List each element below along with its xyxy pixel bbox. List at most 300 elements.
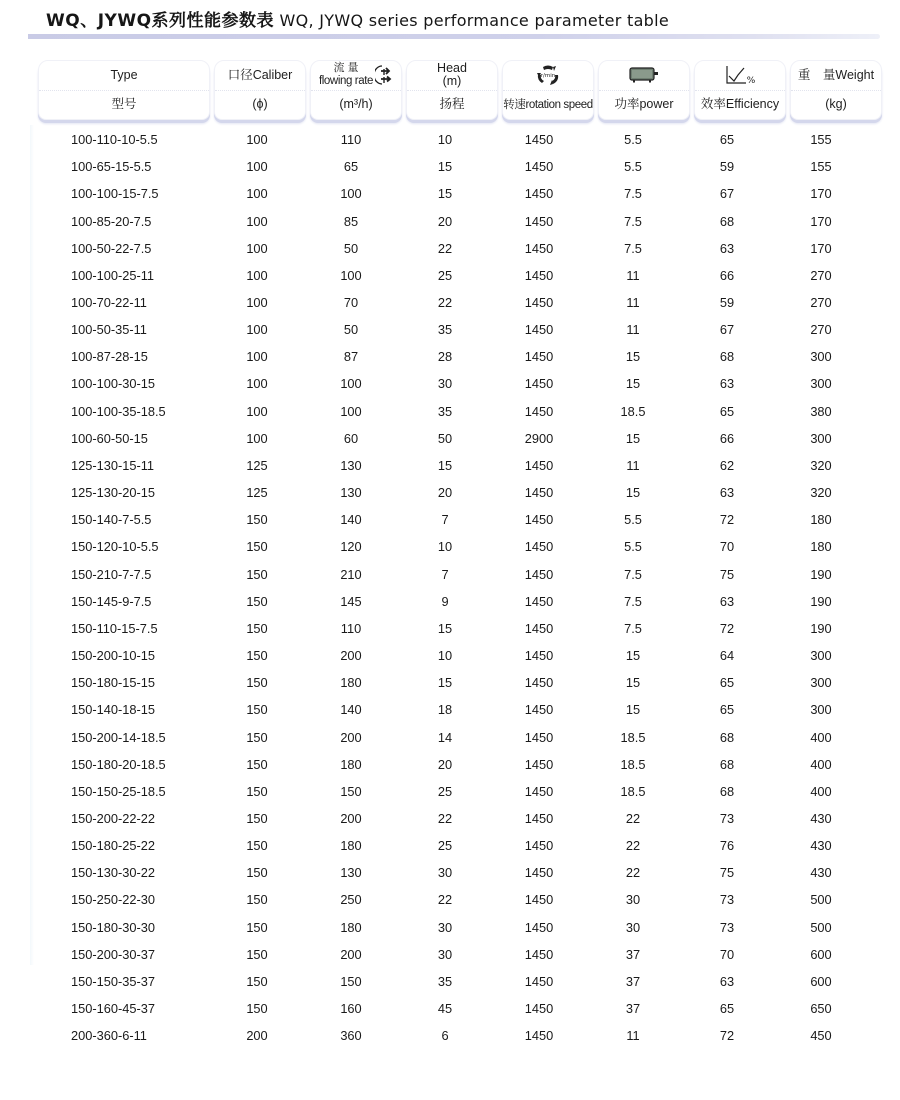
- cell-rotation-speed: 1450: [524, 838, 554, 854]
- cell-weight: 430: [810, 838, 832, 854]
- cell-caliber: 150: [246, 865, 268, 881]
- cell-efficiency: 64: [719, 648, 735, 664]
- cell-flow: 180: [340, 838, 362, 854]
- cell-weight: 155: [810, 132, 832, 148]
- cell-head: 50: [437, 430, 453, 446]
- cell-rotation-speed: 1450: [524, 186, 554, 202]
- cell-power: 11: [626, 295, 640, 311]
- cell-weight: 600: [810, 973, 832, 989]
- cell-rotation-speed: 1450: [524, 1028, 554, 1044]
- cell-power: 15: [625, 648, 641, 664]
- header-head-label: Head: [437, 61, 467, 76]
- header-efficiency-label: 效率Efficiency: [700, 97, 780, 112]
- cell-power: 37: [625, 946, 641, 962]
- cell-type: 200-360-6-11: [71, 1028, 147, 1044]
- cell-efficiency: 68: [719, 783, 735, 799]
- cell-weight: 270: [810, 267, 832, 283]
- cell-weight: 190: [810, 620, 832, 636]
- cell-efficiency: 65: [719, 702, 735, 718]
- table-row: [38, 832, 866, 859]
- cell-flow: 87: [343, 349, 359, 365]
- cell-type: 150-200-14-18.5: [71, 729, 166, 745]
- cell-efficiency: 68: [719, 213, 735, 229]
- cell-flow: 100: [340, 267, 362, 283]
- cell-weight: 650: [810, 1001, 832, 1017]
- cell-flow: 50: [343, 322, 359, 338]
- table-row: [38, 669, 866, 696]
- cell-weight: 500: [810, 892, 832, 908]
- cell-weight: 320: [810, 485, 832, 501]
- cell-caliber: 150: [246, 593, 268, 609]
- table-row: [38, 289, 866, 316]
- table-row: [38, 615, 866, 642]
- cell-rotation-speed: 1450: [524, 457, 554, 473]
- cell-flow: 200: [340, 810, 362, 826]
- cell-flow: 100: [340, 403, 362, 419]
- cell-head: 22: [437, 892, 453, 908]
- cell-efficiency: 65: [719, 1001, 735, 1017]
- cell-power: 5.5: [624, 159, 642, 175]
- cell-flow: 140: [340, 702, 362, 718]
- cell-caliber: 100: [246, 159, 268, 175]
- cell-caliber: 100: [246, 295, 268, 311]
- cell-caliber: 150: [246, 783, 268, 799]
- cell-power: 7.5: [624, 186, 642, 202]
- cell-efficiency: 75: [719, 865, 735, 881]
- cell-flow: 200: [340, 946, 362, 962]
- cell-rotation-speed: 1450: [524, 132, 554, 148]
- cell-type: 100-87-28-15: [71, 349, 148, 365]
- cell-head: 22: [437, 295, 453, 311]
- cell-efficiency: 73: [719, 810, 735, 826]
- cell-flow: 180: [340, 756, 362, 772]
- cell-efficiency: 66: [719, 430, 735, 446]
- cell-power: 15: [625, 675, 641, 691]
- cell-type: 100-50-35-11: [71, 322, 147, 338]
- cell-type: 150-120-10-5.5: [71, 539, 159, 555]
- cell-power: 7.5: [624, 593, 642, 609]
- cell-power: 37: [625, 1001, 641, 1017]
- cell-rotation-speed: 1450: [524, 485, 554, 501]
- cell-head: 20: [437, 485, 453, 501]
- cell-rotation-speed: 1450: [524, 783, 554, 799]
- cell-efficiency: 63: [719, 973, 735, 989]
- header-flow-unit: (m³/h): [339, 97, 373, 112]
- cell-head: 30: [437, 919, 453, 935]
- cell-head: 35: [437, 322, 453, 338]
- cell-weight: 300: [810, 430, 832, 446]
- cell-weight: 270: [810, 295, 832, 311]
- cell-caliber: 100: [246, 240, 268, 256]
- cell-type: 125-130-15-11: [71, 457, 155, 473]
- motor-icon: [629, 67, 659, 83]
- header-weight-label: 重 量Weight: [791, 61, 881, 91]
- table-row: [38, 343, 866, 370]
- cell-rotation-speed: 1450: [524, 648, 554, 664]
- cell-caliber: 150: [246, 973, 268, 989]
- table-row: [38, 180, 866, 207]
- cell-weight: 400: [810, 756, 832, 772]
- table-row: [38, 153, 866, 180]
- cell-efficiency: 66: [719, 267, 735, 283]
- cell-caliber: 150: [246, 702, 268, 718]
- cell-efficiency: 72: [719, 512, 735, 528]
- cell-head: 22: [437, 810, 453, 826]
- cell-efficiency: 73: [719, 892, 735, 908]
- cell-head: 10: [437, 132, 453, 148]
- cell-efficiency: 65: [719, 675, 735, 691]
- cell-head: 15: [437, 620, 453, 636]
- cell-flow: 150: [340, 783, 362, 799]
- cell-weight: 190: [810, 593, 832, 609]
- efficiency-graph-icon: [724, 64, 756, 86]
- cell-head: 15: [437, 675, 453, 691]
- cell-head: 10: [437, 539, 453, 555]
- cell-rotation-speed: 1450: [524, 620, 554, 636]
- page-title: [28, 8, 880, 34]
- table-row: [38, 968, 866, 995]
- cell-efficiency: 62: [719, 457, 735, 473]
- cell-power: 11: [626, 267, 640, 283]
- header-rotation-speed-label: 转速rotation speed: [503, 98, 593, 111]
- cell-head: 35: [437, 973, 453, 989]
- cell-weight: 300: [810, 648, 832, 664]
- header-rotation-speed: [502, 60, 594, 120]
- cell-type: 100-100-15-7.5: [71, 186, 159, 202]
- cell-caliber: 150: [246, 648, 268, 664]
- cell-rotation-speed: 1450: [524, 349, 554, 365]
- cell-power: 11: [626, 1028, 640, 1044]
- cell-caliber: 150: [246, 512, 268, 528]
- cell-rotation-speed: 1450: [524, 376, 554, 392]
- cell-power: 22: [625, 810, 641, 826]
- cell-flow: 65: [343, 159, 359, 175]
- table-row: [38, 723, 866, 750]
- cell-type: 150-200-30-37: [71, 946, 155, 962]
- efficiency-icon-label: %: [746, 76, 756, 87]
- cell-power: 5.5: [624, 512, 642, 528]
- cell-rotation-speed: 1450: [524, 702, 554, 718]
- cell-power: 18.5: [620, 756, 646, 772]
- cell-rotation-speed: 1450: [524, 1001, 554, 1017]
- cell-efficiency: 70: [719, 539, 735, 555]
- rotation-arrows-icon: [535, 64, 561, 86]
- cell-weight: 450: [810, 1028, 832, 1044]
- rpm-icon-label: r/min: [540, 73, 556, 80]
- table-row: [38, 941, 866, 968]
- cell-flow: 130: [340, 865, 362, 881]
- table-row: [38, 452, 866, 479]
- cell-type: 100-60-50-15: [71, 430, 148, 446]
- page-title-block: [28, 8, 880, 39]
- cell-head: 30: [437, 865, 453, 881]
- cell-caliber: 100: [246, 267, 268, 283]
- cell-caliber: 150: [246, 620, 268, 636]
- cell-type: 150-200-22-22: [71, 810, 155, 826]
- table-row: [38, 561, 866, 588]
- cell-caliber: 125: [246, 485, 268, 501]
- cell-type: 100-85-20-7.5: [71, 213, 152, 229]
- cell-type: 150-210-7-7.5: [71, 566, 152, 582]
- cell-caliber: 150: [246, 892, 268, 908]
- cell-caliber: 200: [246, 1028, 268, 1044]
- cell-power: 5.5: [624, 132, 642, 148]
- title-underline-bar: [28, 34, 880, 39]
- header-type-label-cn: 型号: [111, 97, 137, 112]
- cell-type: 100-50-22-7.5: [71, 240, 152, 256]
- cell-head: 28: [437, 349, 453, 365]
- table-row: [38, 533, 866, 560]
- cell-power: 15: [625, 430, 641, 446]
- cell-head: 20: [437, 756, 453, 772]
- cell-caliber: 150: [246, 1001, 268, 1017]
- cell-flow: 145: [340, 593, 362, 609]
- table-row: [38, 316, 866, 343]
- table-row: [38, 425, 866, 452]
- table-row: [38, 235, 866, 262]
- cell-weight: 180: [810, 512, 832, 528]
- table-row: [38, 588, 866, 615]
- cell-rotation-speed: 2900: [524, 430, 554, 446]
- cell-rotation-speed: 1450: [524, 403, 554, 419]
- cell-caliber: 100: [246, 213, 268, 229]
- cell-power: 5.5: [624, 539, 642, 555]
- table-row: [38, 506, 866, 533]
- cell-rotation-speed: 1450: [524, 919, 554, 935]
- cell-weight: 400: [810, 729, 832, 745]
- header-power: [598, 60, 690, 120]
- cell-efficiency: 59: [719, 295, 735, 311]
- cell-rotation-speed: 1450: [524, 322, 554, 338]
- cell-flow: 85: [343, 213, 359, 229]
- cell-type: 150-180-20-18.5: [71, 756, 166, 772]
- cell-head: 7: [441, 512, 449, 528]
- cell-type: 100-110-10-5.5: [71, 132, 158, 148]
- cell-head: 15: [437, 186, 453, 202]
- cell-head: 20: [437, 213, 453, 229]
- cell-rotation-speed: 1450: [524, 892, 554, 908]
- cell-caliber: 150: [246, 675, 268, 691]
- cell-head: 30: [437, 376, 453, 392]
- cell-flow: 110: [340, 620, 362, 636]
- header-type: [38, 60, 210, 120]
- cell-caliber: 150: [246, 810, 268, 826]
- cell-type: 150-150-25-18.5: [71, 783, 166, 799]
- cell-type: 125-130-20-15: [71, 485, 155, 501]
- cell-rotation-speed: 1450: [524, 756, 554, 772]
- cell-head: 15: [437, 159, 453, 175]
- table-row: [38, 370, 866, 397]
- cell-power: 15: [625, 485, 641, 501]
- cell-efficiency: 63: [719, 240, 735, 256]
- cell-head: 25: [437, 783, 453, 799]
- cell-caliber: 100: [246, 430, 268, 446]
- cell-flow: 200: [340, 648, 362, 664]
- cell-caliber: 150: [246, 946, 268, 962]
- cell-efficiency: 63: [719, 593, 735, 609]
- title-english: WQ, JYWQ series performance parameter table: [279, 11, 670, 30]
- cell-caliber: 100: [246, 376, 268, 392]
- cell-rotation-speed: 1450: [524, 973, 554, 989]
- cell-head: 7: [441, 566, 449, 582]
- cell-type: 150-160-45-37: [71, 1001, 155, 1017]
- cell-weight: 300: [810, 349, 832, 365]
- cell-weight: 600: [810, 946, 832, 962]
- cell-power: 7.5: [624, 240, 642, 256]
- cell-weight: 300: [810, 675, 832, 691]
- cell-power: 15: [625, 702, 641, 718]
- cell-weight: 170: [810, 240, 832, 256]
- table-row: [38, 479, 866, 506]
- cell-rotation-speed: 1450: [524, 539, 554, 555]
- cell-rotation-speed: 1450: [524, 810, 554, 826]
- cell-efficiency: 63: [719, 376, 735, 392]
- cell-rotation-speed: 1450: [524, 213, 554, 229]
- cell-caliber: 150: [246, 756, 268, 772]
- table-row: [38, 696, 866, 723]
- cell-flow: 130: [340, 457, 362, 473]
- cell-rotation-speed: 1450: [524, 566, 554, 582]
- cell-head: 35: [437, 403, 453, 419]
- cell-head: 10: [437, 648, 453, 664]
- cell-efficiency: 70: [719, 946, 735, 962]
- cell-rotation-speed: 1450: [524, 267, 554, 283]
- cell-efficiency: 67: [719, 322, 735, 338]
- table-row: [38, 126, 866, 153]
- cell-weight: 170: [810, 186, 832, 202]
- cell-power: 30: [625, 892, 641, 908]
- cell-caliber: 150: [246, 838, 268, 854]
- cell-type: 150-150-35-37: [71, 973, 155, 989]
- table-row: [38, 751, 866, 778]
- table-row: [38, 995, 866, 1022]
- header-flow: [310, 60, 402, 120]
- cell-weight: 430: [810, 865, 832, 881]
- cell-efficiency: 65: [719, 403, 735, 419]
- cell-flow: 110: [340, 132, 362, 148]
- cell-power: 37: [625, 973, 641, 989]
- cell-flow: 210: [340, 566, 362, 582]
- cell-rotation-speed: 1450: [524, 675, 554, 691]
- title-chinese: WQ、JYWQ系列性能参数表: [46, 11, 275, 31]
- cell-caliber: 150: [246, 566, 268, 582]
- cell-rotation-speed: 1450: [524, 240, 554, 256]
- cell-head: 9: [441, 593, 449, 609]
- header-weight: [790, 60, 882, 120]
- cell-weight: 190: [810, 566, 832, 582]
- page-edge-shade: [30, 125, 34, 965]
- cell-flow: 180: [340, 919, 362, 935]
- cell-power: 18.5: [620, 403, 646, 419]
- cell-flow: 140: [340, 512, 362, 528]
- cell-caliber: 150: [246, 729, 268, 745]
- cell-power: 7.5: [624, 213, 642, 229]
- header-efficiency: [694, 60, 786, 120]
- cell-power: 15: [625, 376, 641, 392]
- cell-efficiency: 68: [719, 349, 735, 365]
- cell-weight: 270: [810, 322, 832, 338]
- cell-type: 100-100-30-15: [71, 376, 155, 392]
- cell-weight: 155: [810, 159, 832, 175]
- cell-weight: 180: [810, 539, 832, 555]
- cell-weight: 380: [810, 403, 832, 419]
- header-caliber-label: 口径Caliber: [215, 61, 305, 91]
- header-head-label-cn: 扬程: [439, 97, 465, 112]
- cell-type: 150-200-10-15: [71, 648, 155, 664]
- cell-flow: 130: [340, 485, 362, 501]
- cell-type: 150-180-15-15: [71, 675, 155, 691]
- header-weight-unit: (kg): [825, 97, 847, 112]
- cell-type: 150-140-7-5.5: [71, 512, 152, 528]
- cell-efficiency: 73: [719, 919, 735, 935]
- cell-flow: 120: [340, 539, 362, 555]
- cell-type: 100-100-35-18.5: [71, 403, 166, 419]
- table-body: [38, 126, 866, 1049]
- cell-head: 14: [437, 729, 453, 745]
- table-row: [38, 886, 866, 913]
- cell-weight: 300: [810, 702, 832, 718]
- cell-efficiency: 65: [719, 132, 735, 148]
- table-row: [38, 642, 866, 669]
- cell-flow: 70: [343, 295, 359, 311]
- cell-power: 11: [626, 457, 640, 473]
- cell-flow: 160: [340, 1001, 362, 1017]
- cell-power: 30: [625, 919, 641, 935]
- cell-efficiency: 68: [719, 756, 735, 772]
- cell-head: 25: [437, 838, 453, 854]
- header-caliber-unit: (ϕ): [252, 97, 268, 112]
- cell-efficiency: 59: [719, 159, 735, 175]
- cell-rotation-speed: 1450: [524, 512, 554, 528]
- table-row: [38, 859, 866, 886]
- cell-head: 45: [437, 1001, 453, 1017]
- cell-flow: 180: [340, 675, 362, 691]
- header-power-label: 功率power: [614, 97, 674, 112]
- cell-flow: 200: [340, 729, 362, 745]
- cell-power: 7.5: [624, 620, 642, 636]
- cell-type: 100-100-25-11: [71, 267, 155, 283]
- cell-weight: 500: [810, 919, 832, 935]
- cell-type: 150-140-18-15: [71, 702, 155, 718]
- cell-rotation-speed: 1450: [524, 946, 554, 962]
- cell-weight: 430: [810, 810, 832, 826]
- table-row: [38, 398, 866, 425]
- cell-flow: 100: [340, 376, 362, 392]
- header-flow-label: flowing rate: [318, 74, 373, 87]
- table-row: [38, 914, 866, 941]
- cell-power: 11: [626, 322, 640, 338]
- cell-weight: 300: [810, 376, 832, 392]
- cell-caliber: 150: [246, 919, 268, 935]
- cell-type: 100-70-22-11: [71, 295, 147, 311]
- table-row: [38, 207, 866, 234]
- cell-flow: 50: [343, 240, 359, 256]
- cell-caliber: 100: [246, 349, 268, 365]
- cell-rotation-speed: 1450: [524, 865, 554, 881]
- cell-head: 15: [437, 457, 453, 473]
- cell-flow: 360: [340, 1028, 362, 1044]
- cell-power: 22: [625, 838, 641, 854]
- cell-caliber: 125: [246, 457, 268, 473]
- cell-caliber: 100: [246, 186, 268, 202]
- cell-type: 150-180-25-22: [71, 838, 155, 854]
- cell-caliber: 100: [246, 403, 268, 419]
- cell-power: 22: [625, 865, 641, 881]
- cell-power: 18.5: [620, 729, 646, 745]
- cell-type: 150-130-30-22: [71, 865, 155, 881]
- cell-efficiency: 75: [719, 566, 735, 582]
- cell-head: 30: [437, 946, 453, 962]
